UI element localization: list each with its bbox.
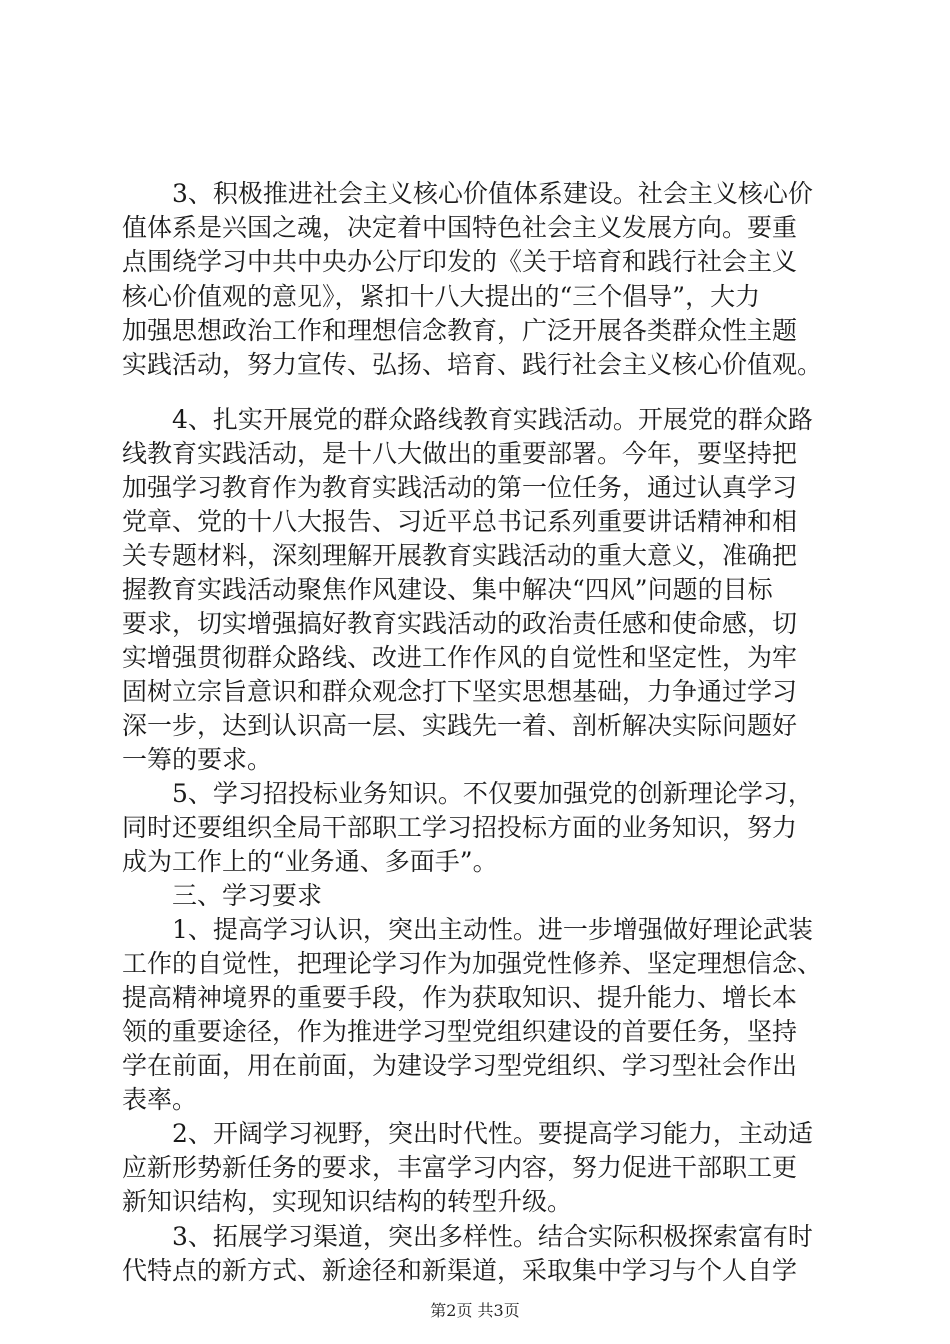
paragraph-line: 党章、党的十八大报告、习近平总书记系列重要讲话精神和相 — [122, 507, 798, 536]
paragraph-line: 提高精神境界的重要手段，作为获取知识、提升能力、增长本 — [122, 983, 798, 1012]
paragraph-line: 学在前面，用在前面，为建设学习型党组织、学习型社会作出 — [122, 1051, 798, 1080]
paragraph-line: 表率。 — [122, 1085, 198, 1114]
paragraph-line: 同时还要组织全局干部职工学习招投标方面的业务知识，努力 — [122, 813, 798, 842]
paragraph-line: 新知识结构，实现知识结构的转型升级。 — [122, 1187, 573, 1216]
paragraph-line: 实践活动，努力宣传、弘扬、培育、践行社会主义核心价值观。 — [122, 350, 823, 379]
paragraph-line: 1、提高学习认识，突出主动性。进一步增强做好理论武装 — [122, 915, 813, 944]
paragraph-line: 加强思想政治工作和理想信念教育，广泛开展各类群众性主题 — [122, 316, 798, 345]
paragraph-line: 点围绕学习中共中央办公厅印发的《关于培育和践行社会主义 — [122, 247, 798, 276]
paragraph-line: 工作的自觉性，把理论学习作为加强党性修养、坚定理想信念、 — [122, 949, 823, 978]
paragraph-line: 4、扎实开展党的群众路线教育实践活动。开展党的群众路 — [122, 405, 813, 434]
paragraph-line: 线教育实践活动，是十八大做出的重要部署。今年，要坚持把 — [122, 439, 798, 468]
paragraph-line: 值体系是兴国之魂，决定着中国特色社会主义发展方向。要重 — [122, 213, 798, 242]
paragraph-line: 领的重要途径，作为推进学习型党组织建设的首要任务，坚持 — [122, 1017, 798, 1046]
paragraph-line: 实增强贯彻群众路线、改进工作作风的自觉性和坚定性，为牢 — [122, 643, 798, 672]
paragraph-line: 深一步，达到认识高一层、实践先一着、剖析解决实际问题好 — [122, 711, 798, 740]
paragraph-line: 一筹的要求。 — [122, 745, 273, 774]
page-number-footer: 第2页 共3页 — [430, 1301, 520, 1320]
paragraph-line: 2、开阔学习视野，突出时代性。要提高学习能力，主动适 — [122, 1119, 813, 1148]
paragraph-line: 加强学习教育作为教育实践活动的第一位任务，通过认真学习 — [122, 473, 798, 502]
paragraph-line: 3、积极推进社会主义核心价值体系建设。社会主义核心价 — [122, 179, 813, 208]
section-heading: 三、学习要求 — [122, 881, 323, 910]
paragraph-line: 应新形势新任务的要求，丰富学习内容，努力促进干部职工更 — [122, 1153, 798, 1182]
paragraph-line: 核心价值观的意见》，紧扣十八大提出的“三个倡导”，大力 — [122, 282, 761, 311]
paragraph-line: 固树立宗旨意识和群众观念打下坚实思想基础，力争通过学习 — [122, 677, 798, 706]
paragraph-line: 握教育实践活动聚焦作风建设、集中解决“四风”问题的目标 — [122, 575, 773, 604]
paragraph-line: 3、拓展学习渠道，突出多样性。结合实际积极探索富有时 — [122, 1222, 813, 1251]
paragraph-line: 代特点的新方式、新途径和新渠道，采取集中学习与个人自学 — [122, 1256, 798, 1285]
paragraph-line: 5、学习招投标业务知识。不仅要加强党的创新理论学习， — [122, 779, 813, 808]
paragraph-line: 关专题材料，深刻理解开展教育实践活动的重大意义，准确把 — [122, 541, 798, 570]
paragraph-line: 要求，切实增强搞好教育实践活动的政治责任感和使命感，切 — [122, 609, 798, 638]
paragraph-line: 成为工作上的“业务通、多面手”。 — [122, 847, 498, 876]
